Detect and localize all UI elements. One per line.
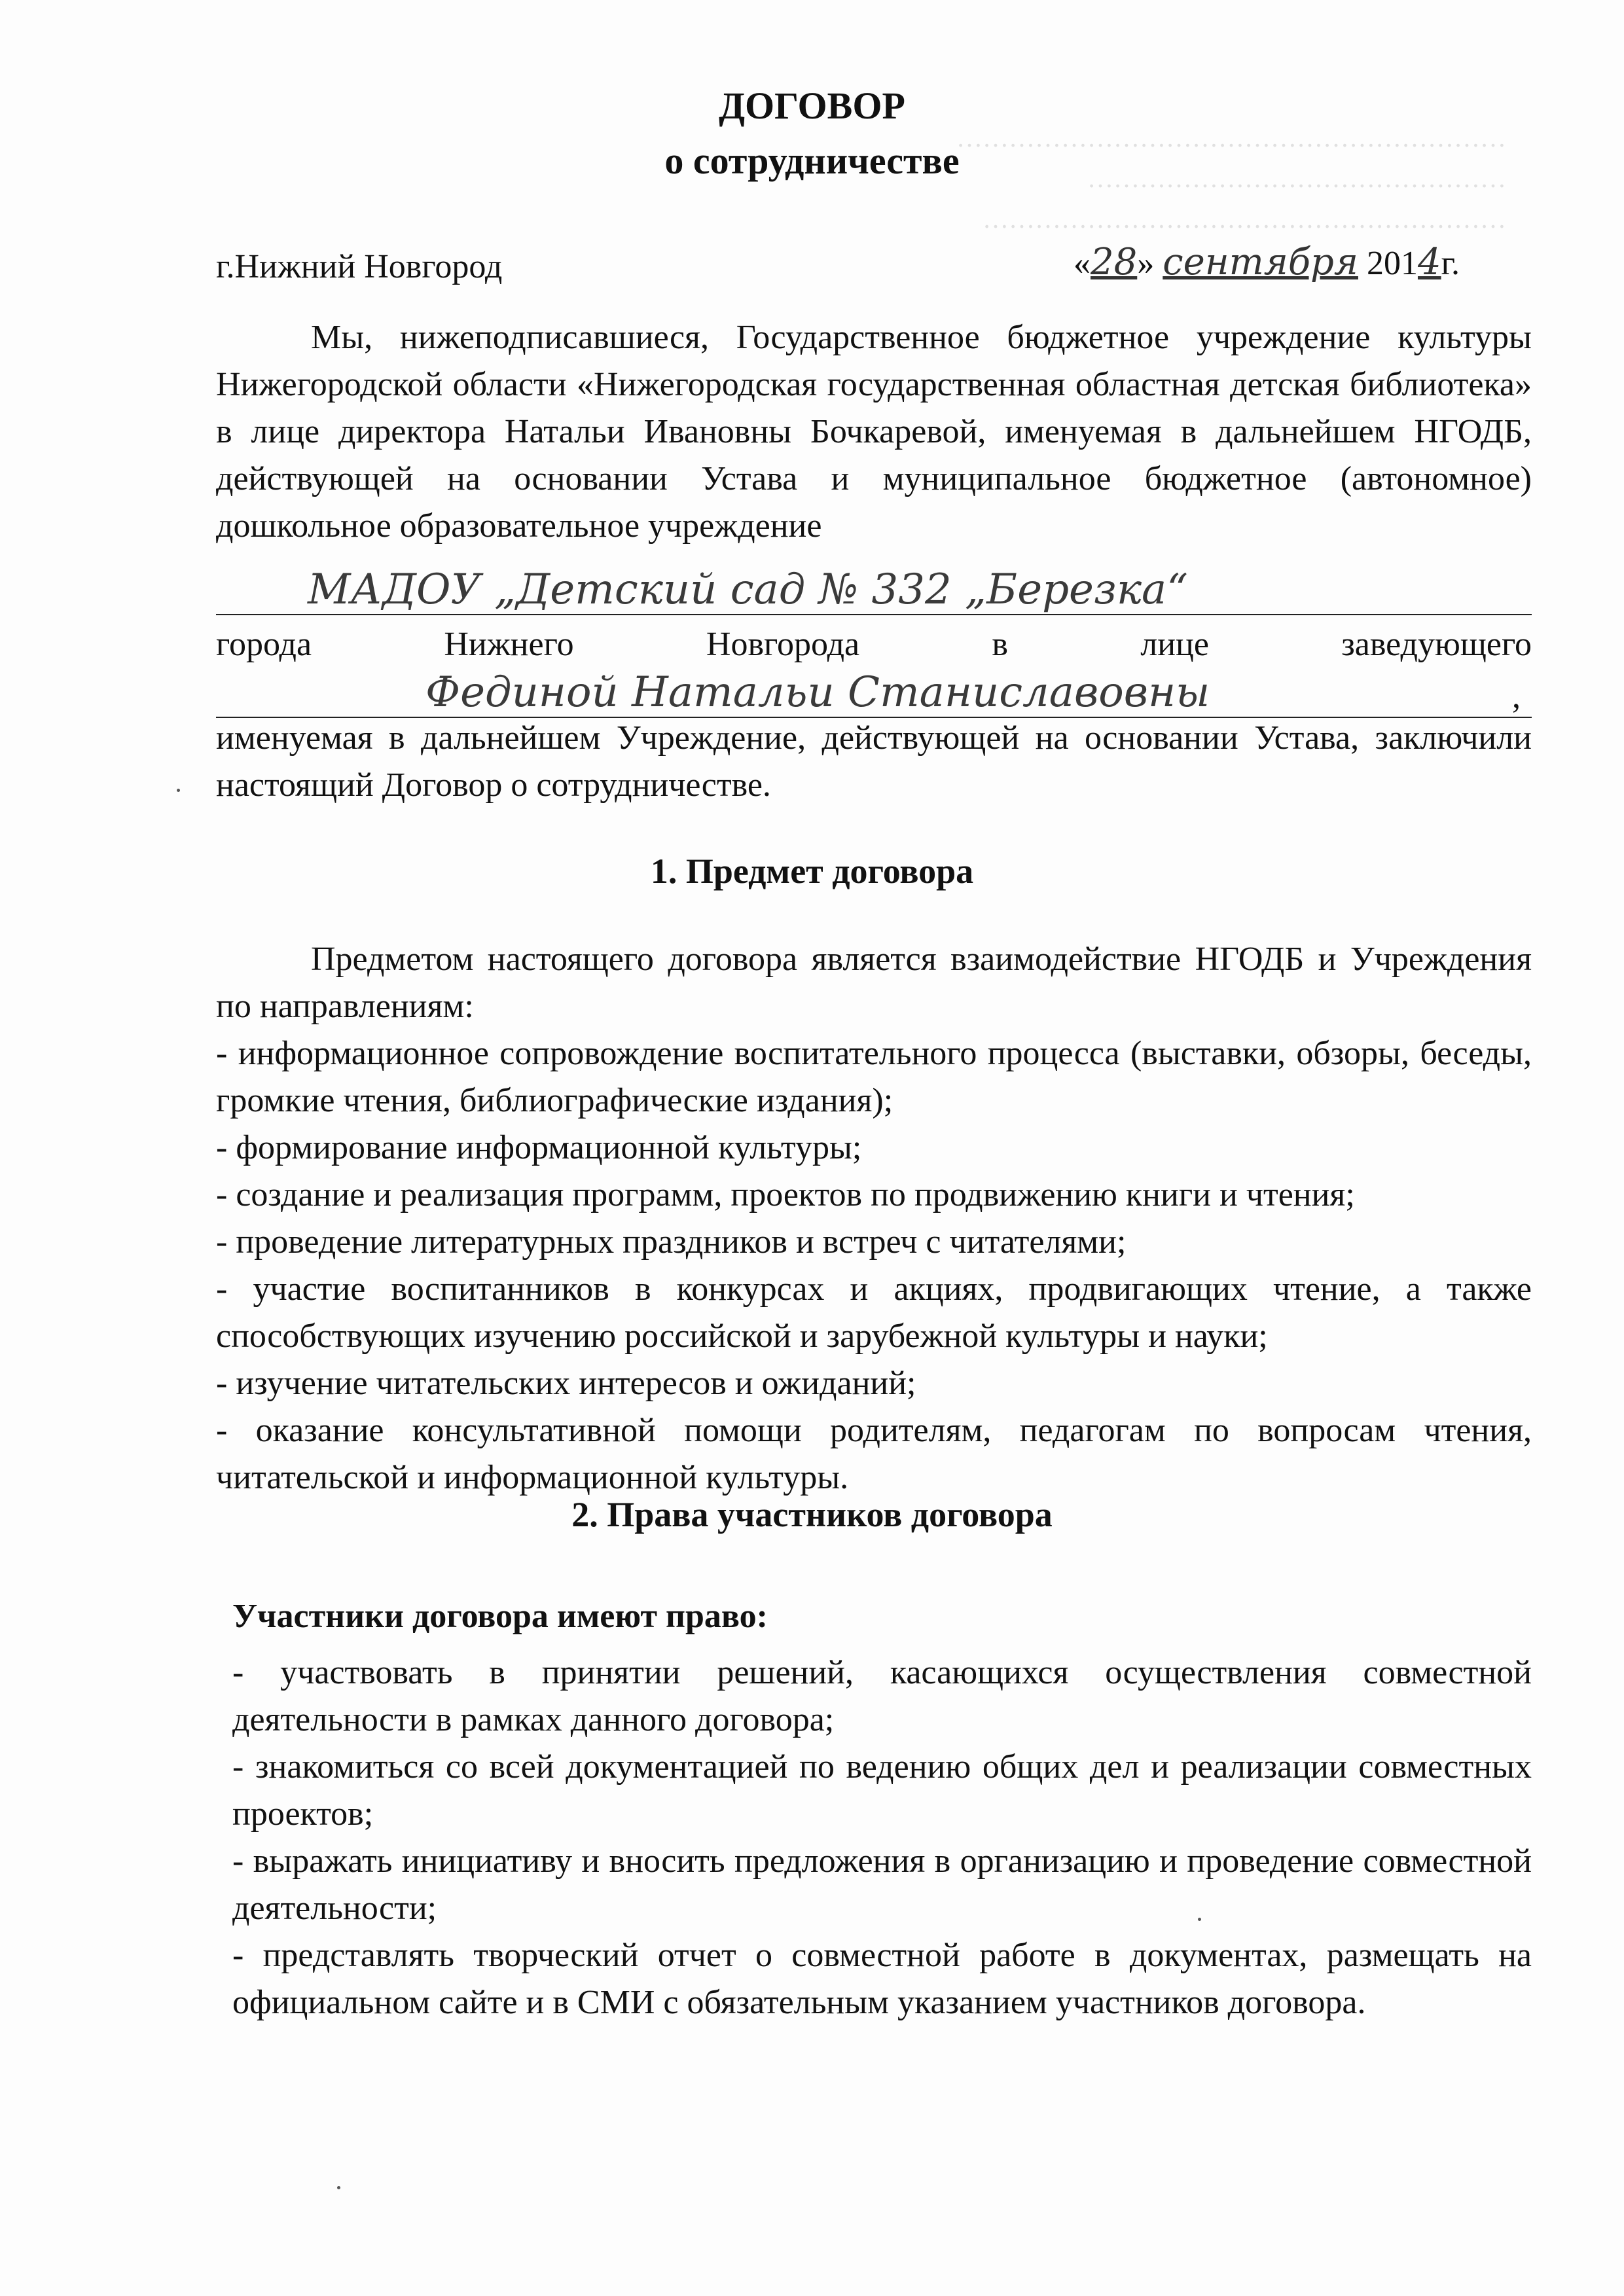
city-row xyxy=(216,625,1532,664)
list-item: - информационное сопровождение воспитательного процесса (выставки, обзоры, беседы, громкие чтения, библиографические издания); xyxy=(216,1035,1532,1119)
after-paragraph: именуемая в дальнейшем Учреждение, действующей на основании Устава, заключили настоящий Договор о сотрудничестве. xyxy=(216,719,1532,804)
comma: , xyxy=(1512,678,1521,715)
list-item: - создание и реализация программ, проектов по продвижению книги и чтения; xyxy=(216,1176,1355,1213)
list-item: - знакомиться со всей документацией по ведению общих дел и реализации совместных проектов; xyxy=(232,1748,1532,1833)
city-word: в xyxy=(992,626,1008,663)
date-year-end: г. xyxy=(1441,245,1460,282)
list-item: - проведение литературных праздников и встреч с читателями; xyxy=(216,1223,1127,1261)
list-item: - участие воспитанников в конкурсах и акциях, продвигающих чтение, а также способствующих изучению российской и зарубежной культуры и науки; xyxy=(216,1270,1532,1355)
scan-speck xyxy=(1198,1918,1201,1921)
bleed-through-decoration: ……………………………………………………… ………………………………………… …………………………………………………… xyxy=(956,123,1506,234)
section-1-body xyxy=(216,936,1532,1501)
date-open-quote: « xyxy=(1074,245,1091,282)
list-item: - формирование информационной культуры; xyxy=(216,1129,862,1166)
section-1-lead: Предметом настоящего договора является взаимодействие НГОДБ и Учреждения по направлениям: xyxy=(216,941,1532,1025)
city-word: заведующего xyxy=(1341,626,1532,663)
section-2-body xyxy=(232,1649,1532,2026)
section-2-heading: 2. Права участников договора xyxy=(571,1495,1053,1534)
list-item: - оказание консультативной помощи родителям, педагогам по вопросам чтения, читательской и информационной культуры. xyxy=(216,1412,1532,1496)
document-subtitle: о сотрудничестве xyxy=(664,139,960,182)
date-year-prefix: 201 xyxy=(1366,245,1418,282)
handwritten-institution-name: МАДОУ „Детский сад № 332 „Березка“ xyxy=(216,567,1532,615)
place-of-signing: г.Нижний Новгород xyxy=(216,248,503,285)
city-word: лице xyxy=(1140,626,1209,663)
handwritten-head-name: Фединой Натальи Станиславовны xyxy=(216,670,1532,718)
city-word: Новгорода xyxy=(706,626,860,663)
list-item: - выражать инициативу и вносить предложения в организацию и проведение совместной деятельности; xyxy=(232,1842,1532,1927)
section-2-subheading: Участники договора имеют право: xyxy=(232,1598,768,1635)
document-title: ДОГОВОР xyxy=(719,84,905,127)
date-month-handwritten: сентября xyxy=(1163,241,1358,283)
intro-paragraph: Мы, нижеподписавшиеся, Государственное бюджетное учреждение культуры Нижегородской области «Нижегородская государственная областная детская библиотека» в лице директора Натальи Ивановны Бочкаревой, именуемая в дальнейшем НГОДБ, действующей на основании Устава и муниципальное бюджетное (автономное) дошкольное образовательное учреждение xyxy=(216,319,1532,545)
city-word: Нижнего xyxy=(444,626,574,663)
date-year-handwritten: 4 xyxy=(1417,241,1441,283)
section-1-heading: 1. Предмет договора xyxy=(650,852,974,891)
date-day-handwritten: 28 xyxy=(1091,241,1138,283)
list-item: - изучение читательских интересов и ожиданий; xyxy=(216,1365,916,1402)
list-item: - участвовать в принятии решений, касающихся осуществления совместной деятельности в рамках данного договора; xyxy=(232,1654,1532,1738)
city-word: города xyxy=(216,626,312,663)
date-close-quote: » xyxy=(1137,245,1155,282)
date-of-signing xyxy=(1074,241,1460,283)
list-item: - представлять творческий отчет о совместной работе в документах, размещать на официальном сайте и в СМИ с обязательным указанием участников договора. xyxy=(232,1937,1532,2021)
scan-speck xyxy=(337,2186,340,2189)
scan-speck xyxy=(177,789,180,792)
